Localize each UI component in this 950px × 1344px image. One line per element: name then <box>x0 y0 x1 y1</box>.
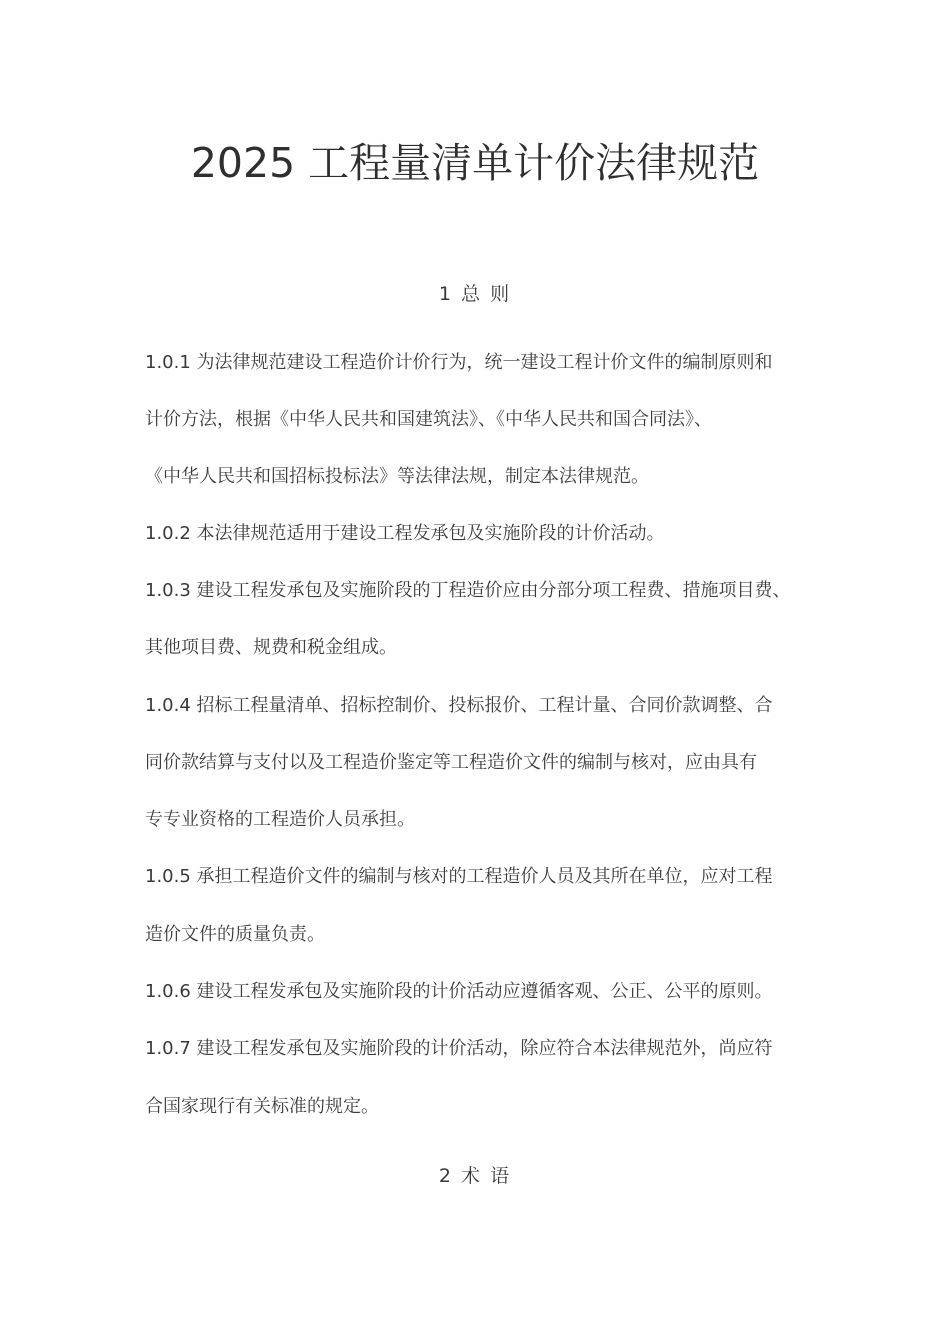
clause-line: 1.0.2 本法律规范适用于建设工程发承包及实施阶段的计价活动。 <box>145 523 665 544</box>
section-heading-general: 1 总 则 <box>438 283 512 305</box>
section-heading-terms: 2 术 语 <box>438 1165 512 1187</box>
clause-line: 1.0.5 承担工程造价文件的编制与核对的工程造价人员及其所在单位，应对工程 <box>145 866 773 887</box>
clause-line: 同价款结算与支付以及工程造价鉴定等工程造价文件的编制与核对，应由具有 <box>145 752 757 773</box>
clause-line: 合国家现行有关标准的规定。 <box>145 1096 379 1117</box>
clause-line: 1.0.7 建设工程发承包及实施阶段的计价活动，除应符合本法律规范外，尚应符 <box>145 1038 773 1059</box>
clause-line: 其他项目费、规费和税金组成。 <box>145 637 397 658</box>
clause-line: 1.0.3 建设工程发承包及实施阶段的丁程造价应由分部分项工程费、措施项目费、 <box>145 580 791 601</box>
clause-line: 1.0.1 为法律规范建设工程造价计价行为，统一建设工程计价文件的编制原则和 <box>145 352 773 373</box>
clause-line: 造价文件的质量负责。 <box>145 924 325 945</box>
document-title: 2025 工程量清单计价法律规范 <box>190 139 760 187</box>
clause-line: 计价方法，根据《中华人民共和国建筑法》、《中华人民共和国合同法》、 <box>145 409 712 430</box>
clause-line: 1.0.6 建设工程发承包及实施阶段的计价活动应遵循客观、公正、公平的原则。 <box>145 981 773 1002</box>
clause-line: 《中华人民共和国招标投标法》等法律法规，制定本法律规范。 <box>145 466 649 487</box>
clause-line: 专专业资格的工程造价人员承担。 <box>145 809 415 830</box>
clause-line: 1.0.4 招标工程量清单、招标控制价、投标报价、工程计量、合同价款调整、合 <box>145 695 773 716</box>
